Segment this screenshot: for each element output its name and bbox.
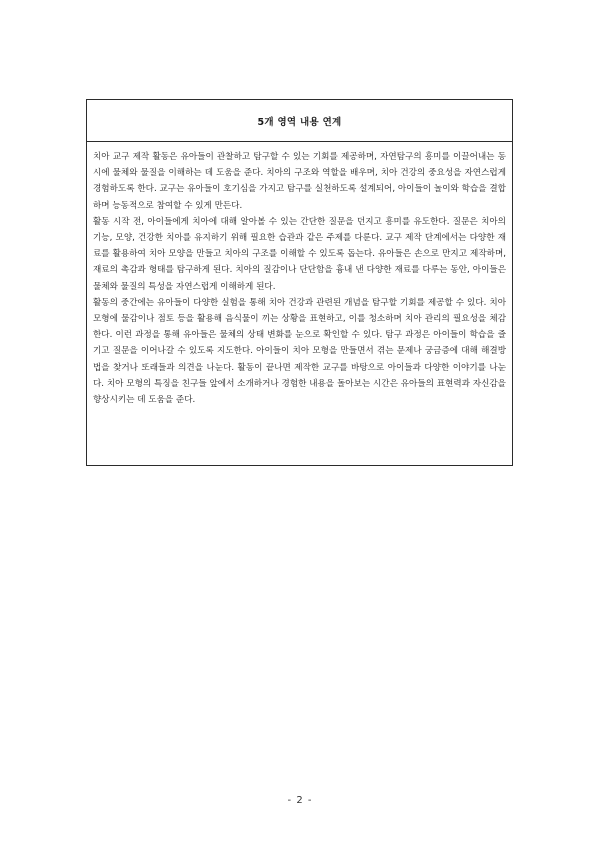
paragraph-3: 활동의 중간에는 유아들이 다양한 실험을 통해 치아 건강과 관련된 개념을 탐구할 기회를 제공할 수 있다. 치아 모형에 물감이나 점토 등을 활용해 음식물이 끼는 상황을 표현하고, 이를 청소하며 치아 관리의 필요성을 체감한다. 이런 과정을 통해 유아들은 물체의 상태 변화를 눈으로 확인할 수 있다. 탐구 과정은 아이들이 학습을 즐기고 질문을 이어나갈 수 있도록 지도한다. 아이들이 치아 모형을 만들면서 겪는 문제나 궁금증에 대해 해결방법을 찾거나 또래들과 의견을 나눈다. 활동이 끝나면 제작한 교구를 바탕으로 아이들과 다양한 이야기를 나눈다. 치아 모형의 특징을 친구들 앞에서 소개하거나 경험한 내용을 돌아보는 시간은 유아들의 표현력과 자신감을 향상시키는 데 도움을 준다. bbox=[93, 297, 506, 406]
paragraph-1: 치아 교구 제작 활동은 유아들이 관찰하고 탐구할 수 있는 기회를 제공하며, 자연탐구의 흥미를 이끌어내는 동시에 물체와 물질을 이해하는 데 도움을 준다. 치아의 구조와 역할을 배우며, 치아 건강의 중요성을 자연스럽게 경험하도록 한다. 교구는 유아들이 호기심을 가지고 탐구를 실천하도록 설계되어, 아이들이 놀이와 학습을 결합하며 능동적으로 참여할 수 있게 만든다. bbox=[93, 152, 506, 211]
paragraph-2: 활동 시작 전, 아이들에게 치아에 대해 알아볼 수 있는 간단한 질문을 던지고 흥미를 유도한다. 질문은 치아의 기능, 모양, 건강한 치아를 유지하기 위해 필요한 습관과 같은 주제를 다룬다. 교구 제작 단계에서는 다양한 재료를 활용하여 치아 모양을 만들고 치아의 구조를 이해할 수 있도록 돕는다. 유아들은 손으로 만지고 제작하며, 재료의 촉감과 형태를 탐구하게 된다. 치아의 질감이나 단단함을 흉내 낸 다양한 재료를 다루는 동안, 아이들은 물체와 물질의 특성을 자연스럽게 이해하게 된다. bbox=[93, 216, 506, 292]
page-number: - 2 - bbox=[287, 795, 313, 806]
box-title: 5개 영역 내용 연계 bbox=[87, 100, 512, 142]
box-body bbox=[87, 142, 512, 408]
content-box bbox=[86, 99, 513, 466]
